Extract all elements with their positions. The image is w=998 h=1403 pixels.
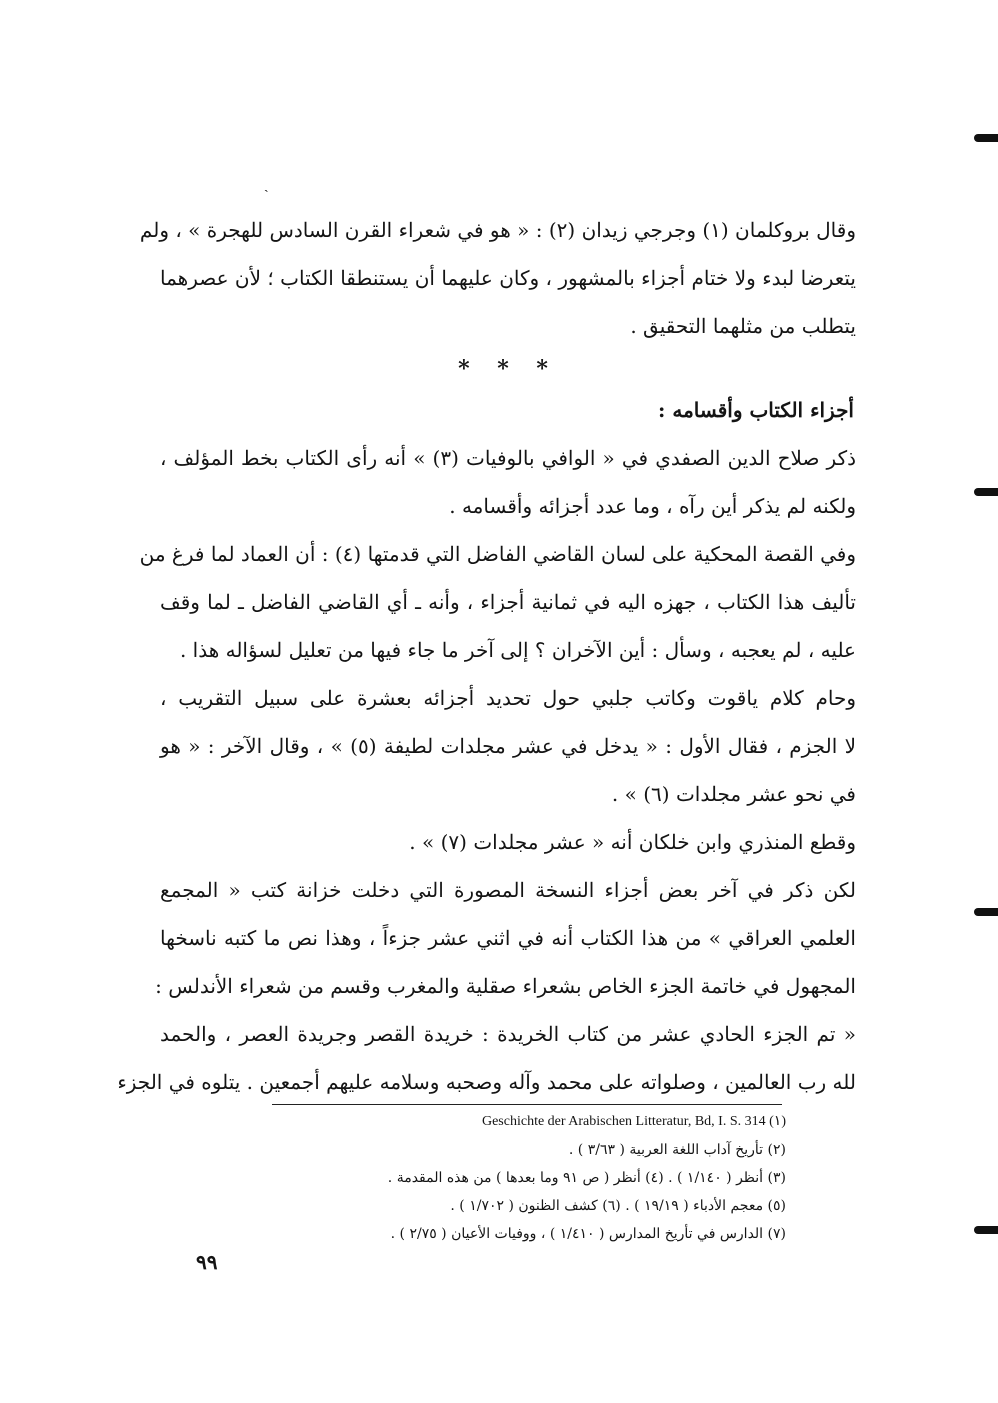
body-line: تأليف هذا الكتاب ، جهزه اليه في ثمانية أجزاء ، وأنه ـ أي القاضي الفاضل ـ لما وقف xyxy=(160,590,856,614)
body-line: وحام كلام ياقوت وكاتب جلبي حول تحديد أجزائه بعشرة على سبيل التقريب ، xyxy=(160,686,856,710)
footnote: (٧) الدارس في تأريخ المدارس ( ١/٤١٠ ) ، ووفيات الأعيان ( ٢/٧٥ ) . xyxy=(390,1226,786,1242)
body-line: « تم الجزء الحادي عشر من كتاب الخريدة : خريدة القصر وجريدة العصر ، والحمد xyxy=(160,1022,856,1046)
footnote: (١) Geschichte der Arabischen Litteratur, Bd, I. S. 314 xyxy=(481,1114,786,1129)
body-line: لا الجزم ، فقال الأول : « يدخل في عشر مجلدات لطيفة (٥) » ، وقال الآخر : « هو xyxy=(160,734,856,758)
footnotes xyxy=(170,1108,786,1248)
body-line: ذكر صلاح الدين الصفدي في « الوافي بالوفيات (٣) » أنه رأى الكتاب بخط المؤلف ، xyxy=(160,446,856,470)
section-separator: * * * xyxy=(458,356,558,382)
margin-mark xyxy=(974,134,998,142)
margin-mark xyxy=(974,488,998,496)
stray-ink-mark: ˎ xyxy=(264,177,269,193)
body-line: لكن ذكر في آخر بعض أجزاء النسخة المصورة التي دخلت خزانة كتب « المجمع xyxy=(160,878,856,902)
body-line: وفي القصة المحكية على لسان القاضي الفاضل التي قدمتها (٤) : أن العماد لما فرغ من xyxy=(139,542,856,566)
body-line: العلمي العراقي » من هذا الكتاب أنه في اثني عشر جزءاً ، وهذا نص ما كتبه ناسخها xyxy=(160,926,856,950)
body-line: لله رب العالمين ، وصلواته على محمد وآله وصحبه وسلامه عليهم أجمعين . يتلوه في الجزء xyxy=(117,1070,856,1094)
body-line: يتعرضا لبدء ولا ختام أجزاء بالمشهور ، وكان عليهما أن يستنطقا الكتاب ؛ لأن عصرهما xyxy=(160,266,856,290)
section-heading: أجزاء الكتاب وأقسامه : xyxy=(658,398,854,422)
footnote-divider xyxy=(272,1104,782,1105)
body-line: المجهول في خاتمة الجزء الخاص بشعراء صقلية والمغرب وقسم من شعراء الأندلس : xyxy=(155,974,856,998)
page-number: ٩٩ xyxy=(196,1250,218,1274)
section-parts-and-divisions xyxy=(117,386,856,1106)
footnote: (٢) تأريخ آداب اللغة العربية ( ٣/٦٣ ) . xyxy=(568,1142,786,1158)
footnote: (٣) أنظر ( ١/١٤٠ ) . (٤) أنظر ( ص ٩١ وما بعدها ) من هذه المقدمة . xyxy=(387,1170,786,1186)
footnote: (٥) معجم الأدباء ( ١٩/١٩ ) . (٦) كشف الظنون ( ١/٧٠٢ ) . xyxy=(450,1198,786,1214)
body-line: في نحو عشر مجلدات (٦) » . xyxy=(611,782,856,806)
body-line: وقطع المنذري وابن خلكان أنه « عشر مجلدات (٧) » . xyxy=(409,830,856,854)
body-line: عليه ، لم يعجبه ، وسأل : أين الآخران ؟ إلى آخر ما جاء فيها من تعليل لسؤاله هذا . xyxy=(179,638,856,662)
body-line: ولكنه لم يذكر أين رآه ، وما عدد أجزائه وأقسامه . xyxy=(449,494,856,518)
body-line: وقال بروكلمان (١) وجرجي زيدان (٢) : « هو في شعراء القرن السادس للهجرة » ، ولم xyxy=(139,218,856,242)
margin-mark xyxy=(974,908,998,916)
margin-mark xyxy=(974,1226,998,1234)
body-line: يتطلب من مثلهما التحقيق . xyxy=(630,314,856,338)
opening-paragraph xyxy=(139,206,856,350)
